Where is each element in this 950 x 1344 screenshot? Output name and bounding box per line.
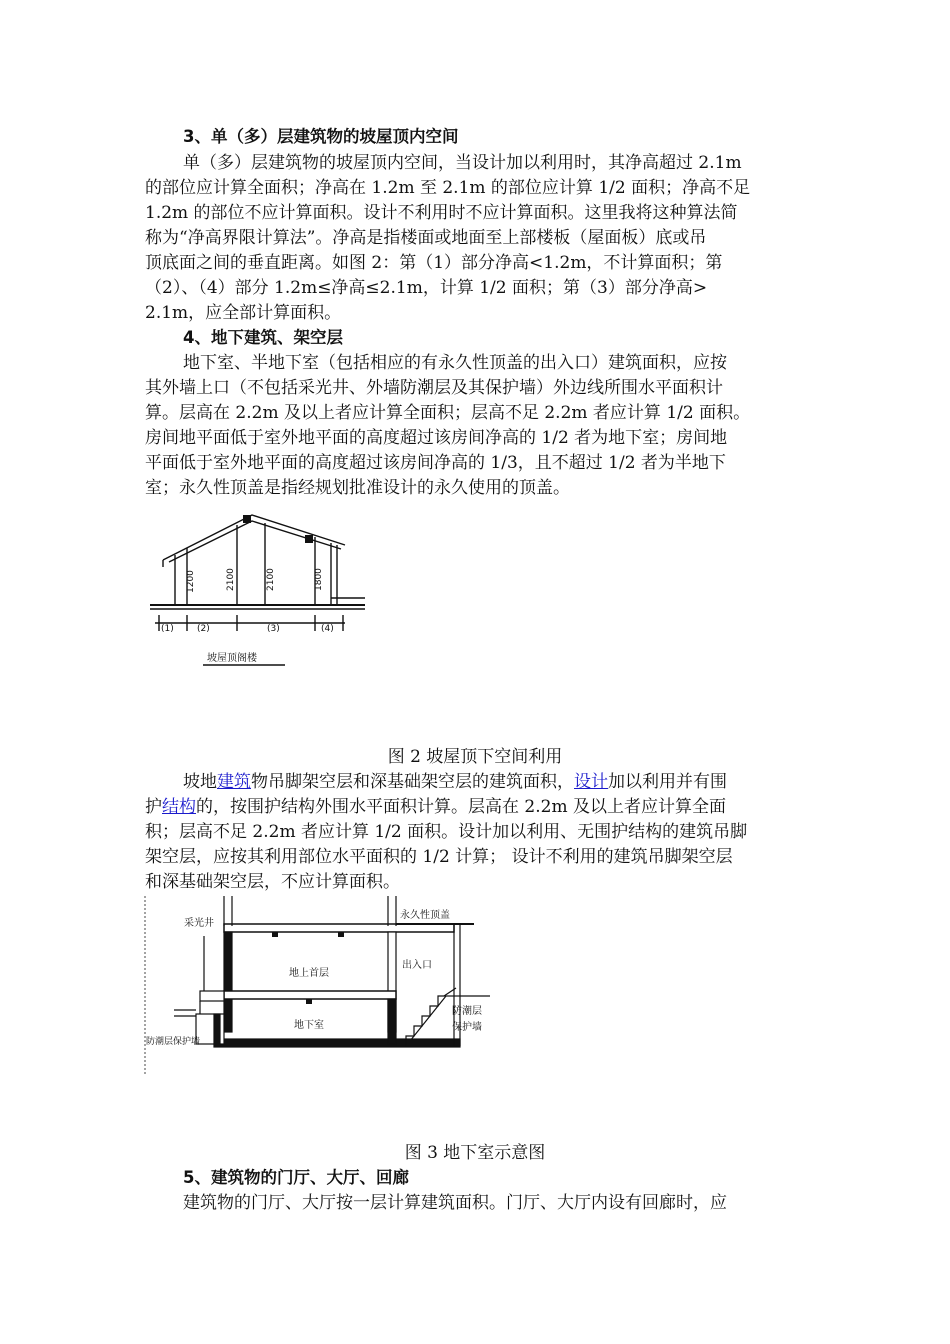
label-entrance: 出入口 — [402, 960, 432, 971]
text-fragment: 护 — [145, 797, 162, 817]
dim-label: 1800 — [314, 568, 324, 591]
figure3-caption: 图 3 地下室示意图 — [404, 1143, 546, 1163]
label-protective-wall: 保护墙 — [452, 1022, 482, 1033]
stilts-line: 积；层高不足 2.2m 者应计算 1/2 面积。设计加以利用、无围护结构的建筑吊脚 — [145, 822, 748, 842]
part-label: (4) — [321, 624, 334, 634]
section4-line: 房间地平面低于室外地平面的高度超过该房间净高的 1/2 者为地下室；房间地 — [145, 428, 728, 448]
link-design[interactable]: 设计 — [574, 772, 608, 792]
section3-line: 单（多）层建筑物的坡屋顶内空间，当设计加以利用时，其净高超过 2.1m — [183, 153, 742, 173]
part-label: (2) — [197, 624, 210, 634]
label-basement: 地下室 — [294, 1020, 324, 1031]
text-fragment: 坡地 — [183, 772, 217, 792]
dim-label: 1200 — [186, 570, 196, 593]
section4-line: 地下室、半地下室（包括相应的有永久性顶盖的出入口）建筑面积，应按 — [183, 353, 727, 373]
section5-heading: 5、建筑物的门厅、大厅、回廊 — [183, 1168, 409, 1187]
text-fragment: 物吊脚架空层和深基础架空层的建筑面积， — [251, 772, 574, 792]
section3-line: 的部位应计算全面积；净高在 1.2m 至 2.1m 的部位应计算 1/2 面积；净高不足 — [145, 178, 751, 198]
label-moisture-layer: 防潮层 — [452, 1006, 482, 1017]
stilts-line — [183, 770, 727, 794]
section3-line: 顶底面之间的垂直距离。如图 2：第（1）部分净高<1.2m，不计算面积；第 — [145, 253, 723, 273]
stilts-line — [145, 795, 726, 819]
link-building[interactable]: 建筑 — [217, 772, 251, 792]
section4-line: 其外墙上口（不包括采光井、外墙防潮层及其保护墙）外边线所围水平面积计 — [145, 378, 723, 398]
section3-line: （2）、（4）部分 1.2m≤净高≤2.1m，计算 1/2 面积；第（3）部分净高> — [145, 278, 708, 298]
label-moisture-protective-wall: 防潮层保护墙 — [146, 1037, 201, 1047]
figure2-roof-section-diagram — [145, 505, 380, 670]
text-fragment: 的，按围护结构外围水平面积计算。层高在 2.2m 及以上者应计算全面 — [196, 797, 726, 817]
section3-line: 2.1m，应全部计算面积。 — [145, 303, 342, 323]
stilts-line: 和深基础架空层，不应计算面积。 — [145, 872, 400, 892]
dim-label: 2100 — [266, 568, 276, 591]
dim-label: 2100 — [226, 568, 236, 591]
section4-line: 平面低于室外地平面的高度超过该房间净高的 1/3，且不超过 1/2 者为半地下 — [145, 453, 726, 473]
figure3-basement-section-diagram — [144, 896, 494, 1078]
stilts-line: 架空层，应按其利用部位水平面积的 1/2 计算； 设计不利用的建筑吊脚架空层 — [145, 847, 733, 867]
text-fragment: 加以利用并有围 — [608, 772, 727, 792]
section3-line: 1.2m 的部位不应计算面积。设计不利用时不应计算面积。这里我将这种算法简 — [145, 203, 738, 223]
section3-line: 称为“净高界限计算法”。净高是指楼面或地面至上部楼板（屋面板）底或吊 — [145, 228, 707, 248]
part-label: (3) — [267, 624, 280, 634]
part-label: (1) — [161, 624, 174, 634]
label-permanent-roof: 永久性顶盖 — [400, 910, 450, 921]
link-structure[interactable]: 结构 — [162, 797, 196, 817]
section4-line: 算。层高在 2.2m 及以上者应计算全面积；层高不足 2.2m 者应计算 1/2 面积。 — [145, 403, 751, 423]
figure2-label: 坡屋顶阁楼 — [207, 653, 257, 664]
figure2-caption: 图 2 坡屋顶下空间利用 — [387, 747, 563, 767]
section4-line: 室；永久性顶盖是指经规划批准设计的永久使用的顶盖。 — [145, 478, 570, 498]
label-ground-floor: 地上首层 — [289, 968, 329, 979]
section4-heading: 4、地下建筑、架空层 — [183, 328, 343, 347]
section3-heading: 3、单（多）层建筑物的坡屋顶内空间 — [183, 127, 459, 146]
section5-line: 建筑物的门厅、大厅按一层计算建筑面积。门厅、大厅内设有回廊时，应 — [183, 1193, 727, 1213]
label-skylight-well: 采光井 — [184, 918, 214, 929]
